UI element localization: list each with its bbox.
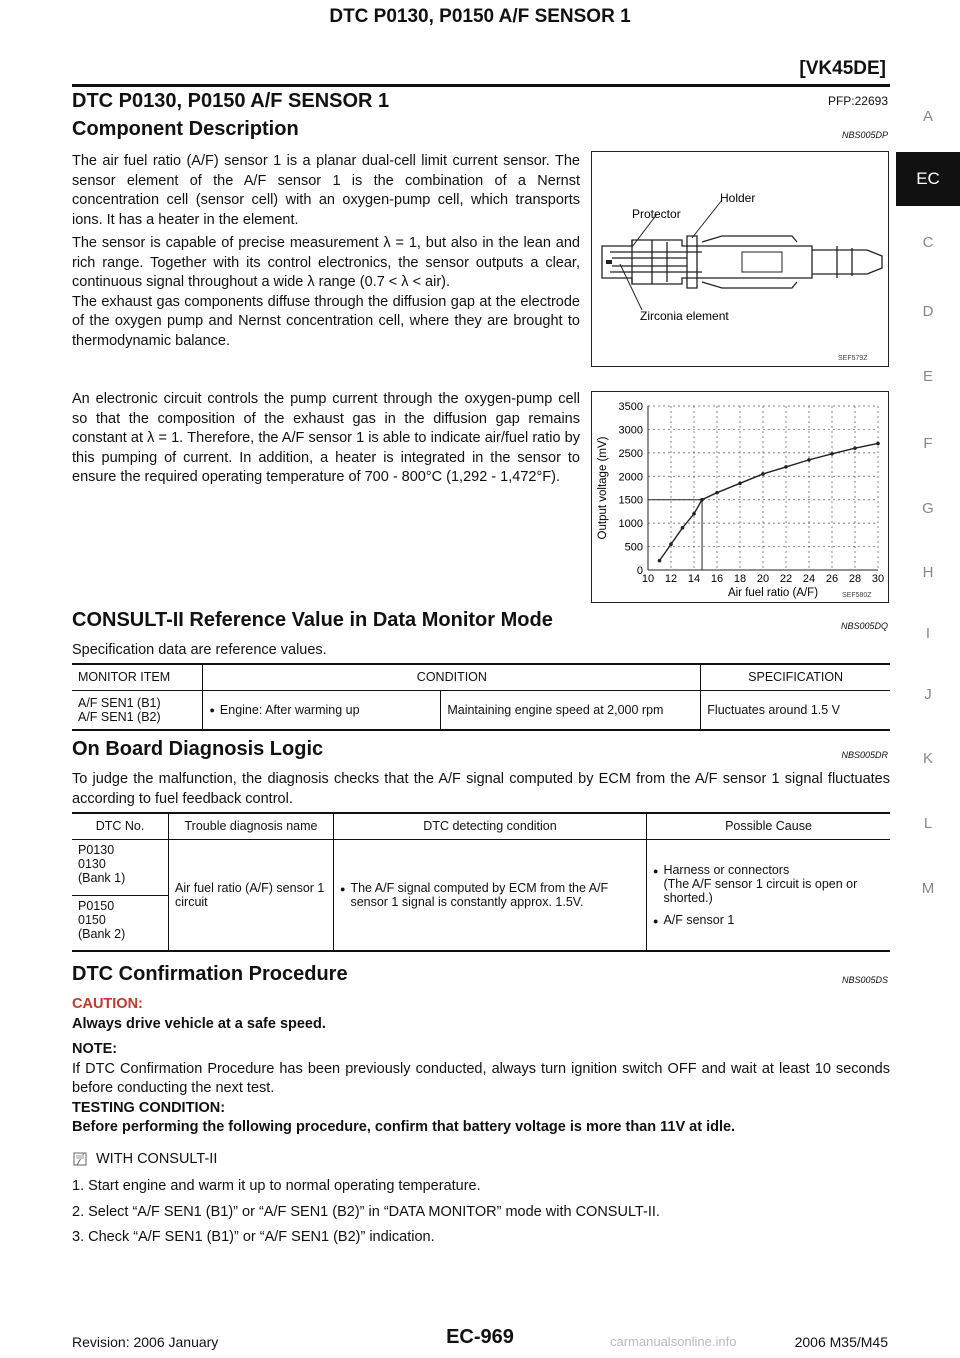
section-ref-obd: NBS005DR: [841, 750, 888, 760]
caution-text: Always drive vehicle at a safe speed.: [72, 1015, 326, 1032]
chart-x-tick-label: 10: [641, 573, 655, 585]
testing-label: TESTING CONDITION:: [72, 1099, 226, 1116]
col-detecting-condition: DTC detecting condition: [334, 813, 647, 839]
sidebar-letter-i[interactable]: I: [925, 625, 931, 642]
sidebar-letter-a[interactable]: A: [922, 108, 933, 125]
dtc-bank1-cell: P0130 0130 (Bank 1): [78, 842, 126, 885]
sidebar-letter-e[interactable]: E: [922, 368, 933, 385]
chart-data-point: [692, 512, 696, 516]
chart-x-tick-label: 22: [779, 573, 793, 585]
chart-x-tick-label: 16: [710, 573, 724, 585]
sidebar-letter-c[interactable]: C: [922, 234, 934, 251]
cause-harness: Harness or connectors (The A/F sensor 1 circuit is open or shorted.): [663, 862, 858, 905]
chart-y-tick-label: 500: [624, 541, 643, 554]
chart-x-label: Air fuel ratio (A/F): [727, 587, 819, 599]
component-para-1: The air fuel ratio (A/F) sensor 1 is a planar dual-cell limit current sensor. The sensor element of the A/F sensor 1 is the combination of a Nernst concentration cell (sensor cell) with an oxygen-pump cell, which transports ions. It has a heater in the element.: [72, 153, 580, 228]
detecting-condition-cell: [334, 839, 647, 951]
pfp-code: PFP:22693: [827, 94, 888, 108]
sidebar-letter-l[interactable]: L: [923, 815, 933, 832]
component-para-2: The sensor is capable of precise measurement λ = 1, but also in the lean and rich range. Together with its control electronics, the sensor outputs a clear, continuous signal throughout a wide λ range (0.7 < λ < air).: [72, 235, 580, 290]
sidebar-letter-g[interactable]: G: [922, 500, 934, 517]
section-ref-component: NBS005DP: [841, 130, 888, 140]
chart-data-point: [761, 472, 765, 476]
chart-y-tick-label: 3500: [618, 401, 643, 413]
sidebar-letter-f[interactable]: F: [923, 435, 933, 452]
component-para-3: The exhaust gas components diffuse through the diffusion gap at the electrode of the oxygen pump and Nernst concentration cell, where they are brought to thermodynamic balance.: [72, 293, 580, 349]
with-consult-label: WITH CONSULT-II: [96, 1150, 218, 1167]
component-para-4: An electronic circuit controls the pump current through the oxygen-pump cell so that the composition of the exhaust gas in the diffusion gap remains constant at λ = 1. Therefore, the A/F sensor 1 is able to indicate air/fuel ratio by this pumping of current. In addition, a heater is integrated in the sensor to ensure the required operating temperature of 700 - 800°C (1,292 - 1,472°F).: [72, 391, 580, 485]
dtc-table-header: [72, 813, 890, 839]
col-trouble-name: Trouble diagnosis name: [169, 813, 334, 839]
col-specification: SPECIFICATION: [748, 670, 844, 685]
col-dtc-no: DTC No.: [95, 819, 145, 834]
confirm-body: [72, 995, 890, 1248]
testing-text: Before performing the following procedure, confirm that battery voltage is more than 11V at idle.: [72, 1119, 736, 1135]
consult-table-header: [72, 664, 890, 690]
chart-series-line: [660, 443, 879, 560]
chart-x-tick-label: 14: [687, 573, 701, 585]
chart-svg: [592, 392, 888, 602]
section-title-component: Component Description: [72, 118, 299, 140]
footer-revision: Revision: 2006 January: [72, 1334, 219, 1350]
label-zirconia: Zirconia element: [640, 309, 729, 323]
sidebar-letter-j[interactable]: J: [924, 686, 932, 703]
note-label: NOTE:: [72, 1041, 118, 1057]
page-title: DTC P0130, P0150 A/F SENSOR 1: [72, 90, 390, 112]
chart-x-tick-label: 18: [733, 573, 747, 585]
dtc-bank2-cell: P0150 0150 (Bank 2): [78, 898, 126, 941]
chart-x-tick-label: 30: [871, 573, 885, 585]
chart-y-tick-label: 3000: [618, 424, 643, 437]
header-rule: [72, 84, 890, 87]
note-text: If DTC Confirmation Procedure has been previously conducted, always turn ignition switch OFF and wait at least 10 seconds before conducting the next test.: [72, 1060, 890, 1096]
chart-y-tick-label: 0: [636, 565, 643, 577]
consult-tool-icon: [72, 1150, 92, 1168]
possible-cause-cell: [647, 839, 891, 951]
chart-y-label: Output voltage (mV): [597, 436, 609, 540]
consult-intro: Specification data are reference values.: [72, 642, 327, 658]
table-row: [72, 690, 890, 730]
header-title: DTC P0130, P0150 A/F SENSOR 1: [329, 6, 631, 27]
bullet-icon: ●: [653, 915, 659, 926]
chart-data-point: [681, 526, 685, 530]
trouble-name-cell: Air fuel ratio (A/F) sensor 1 circuit: [169, 839, 334, 951]
section-title-consult: CONSULT-II Reference Value in Data Monitor Mode: [72, 609, 553, 631]
chart-y-tick-label: 1500: [618, 494, 643, 507]
step-1: 1. Start engine and warm it up to normal operating temperature.: [72, 1178, 481, 1194]
section-ref-consult: NBS005DQ: [840, 621, 888, 631]
af-output-chart: [591, 391, 889, 603]
footer-model: 2006 M35/M45: [794, 1334, 888, 1350]
sidebar-letter-k[interactable]: K: [922, 750, 933, 767]
section-title-confirm: DTC Confirmation Procedure: [72, 963, 348, 985]
chart-data-point: [807, 458, 811, 462]
chart-y-tick-label: 2500: [618, 447, 643, 460]
label-protector: Protector: [632, 207, 681, 221]
detecting-condition-text: The A/F signal computed by ECM from the A/F sensor 1 signal is constantly approx. 1.5V.: [350, 880, 609, 909]
chart-data-point: [784, 465, 788, 469]
chart-x-tick-label: 12: [664, 573, 678, 585]
footer-watermark: carmanualsonline.info: [610, 1334, 737, 1349]
cause-sensor: A/F sensor 1: [663, 912, 735, 927]
chart-data-point: [876, 442, 880, 446]
sensor-cutaway-drawing: [592, 152, 888, 366]
chart-data-point: [738, 482, 742, 486]
chart-data-point: [715, 491, 719, 495]
footer-page-number: EC-969: [446, 1326, 514, 1348]
condition-cell-1: ● Engine: After warming up: [203, 690, 441, 730]
label-holder: Holder: [720, 191, 756, 205]
col-monitor-item: MONITOR ITEM: [78, 670, 171, 685]
step-2: 2. Select “A/F SEN1 (B1)” or “A/F SEN1 (B2)” in “DATA MONITOR” mode with CONSULT-II.: [72, 1203, 660, 1220]
sidebar-letter-m[interactable]: M: [921, 880, 935, 897]
chart-data-point: [853, 446, 857, 450]
col-condition: CONDITION: [203, 664, 701, 690]
monitor-item-cell: A/F SEN1 (B1) A/F SEN1 (B2): [78, 695, 161, 724]
chart-x-tick-label: 20: [756, 573, 770, 585]
bullet-icon: ●: [653, 865, 659, 876]
with-consult-heading: [72, 1150, 890, 1170]
table-row: [72, 839, 890, 895]
chart-y-tick-label: 2000: [618, 471, 643, 484]
chart-data-point: [658, 559, 662, 563]
condition-cell-2: Maintaining engine speed at 2,000 rpm: [441, 690, 701, 730]
sidebar-tab-ec[interactable]: EC: [896, 152, 960, 206]
chart-x-tick-label: 24: [802, 573, 816, 585]
col-possible-cause: Possible Cause: [647, 813, 891, 839]
chart-data-point: [700, 498, 704, 502]
obd-intro: To judge the malfunction, the diagnosis checks that the A/F signal computed by ECM from the A/F sensor 1 signal fluctuates according to fuel feedback control.: [72, 771, 890, 807]
specification-cell: Fluctuates around 1.5 V: [707, 702, 841, 717]
engine-code: [VK45DE]: [799, 58, 886, 79]
chart-x-tick-label: 28: [848, 573, 862, 585]
component-text-block: [72, 152, 580, 355]
section-title-obd: On Board Diagnosis Logic: [72, 738, 324, 760]
chart-figure-code: SEF580Z: [842, 592, 872, 599]
chart-data-point: [669, 542, 673, 546]
caution-label: CAUTION:: [72, 996, 143, 1012]
sidebar-letter-h[interactable]: H: [922, 564, 934, 581]
chart-x-tick-label: 26: [825, 573, 839, 585]
bullet-icon: ●: [340, 883, 346, 894]
consult-table: [72, 663, 890, 731]
step-3: 3. Check “A/F SEN1 (B1)” or “A/F SEN1 (B2)” indication.: [72, 1229, 435, 1245]
figure-code-1: SEF579Z: [838, 355, 868, 362]
sensor-cutaway-figure: [591, 151, 889, 367]
sidebar-letter-d[interactable]: D: [922, 303, 934, 320]
chart-y-tick-label: 1000: [618, 518, 643, 531]
dtc-table: [72, 812, 890, 952]
section-ref-confirm: NBS005DS: [841, 975, 888, 985]
chart-data-point: [830, 452, 834, 456]
